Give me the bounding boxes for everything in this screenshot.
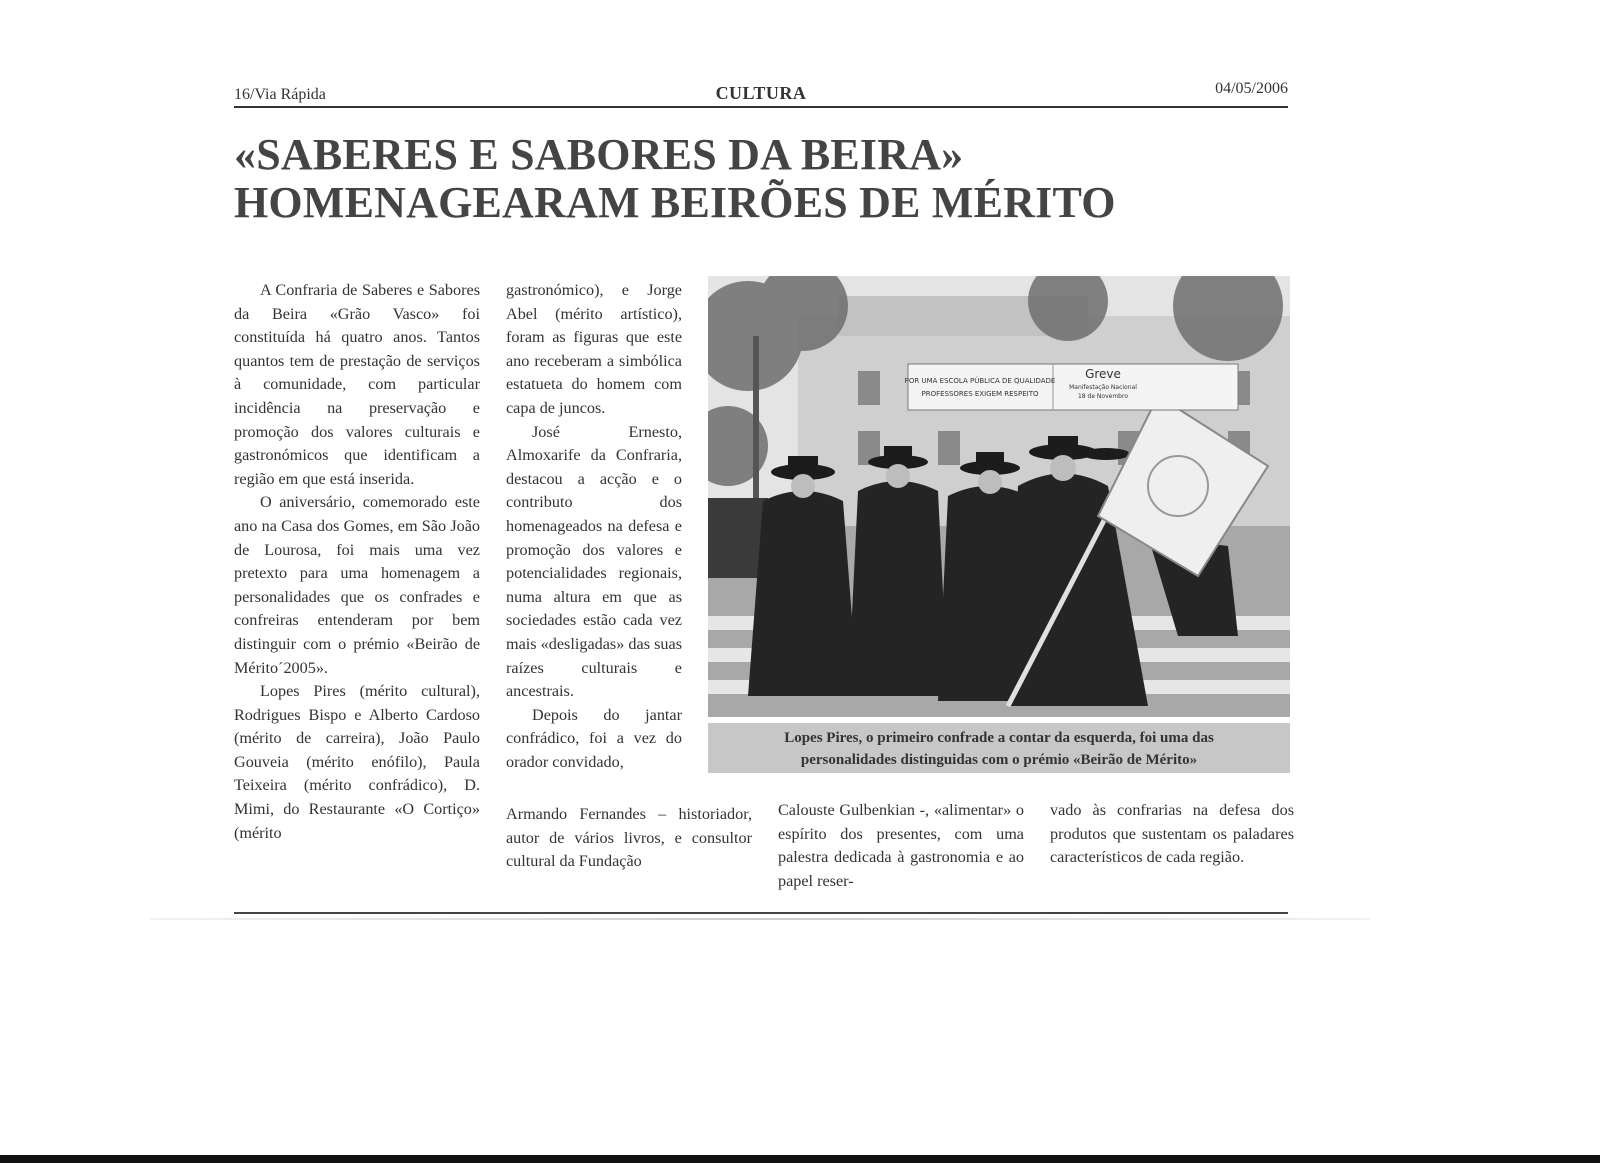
issue-date: 04/05/2006 [1215,80,1288,97]
photo-caption [708,723,1290,773]
article-column-1 [234,279,480,845]
article-column-3 [778,799,1024,893]
page-number-section: 16/Via Rápida [234,86,326,103]
caption-line-1: Lopes Pires, o primeiro confrade a contar da esquerda, foi uma das [784,730,1214,746]
banner-text-right-2: Manifestação Nacional [1069,384,1137,391]
paragraph: O aniversário, comemorado este ano na Casa dos Gomes, em São João de Lourosa, foi mais uma vez pretexto para uma homenagem a personalidades que os confrades e confreiras entenderam por bem distinguir com o prémio «Beirão de Mérito´2005». [234,493,480,677]
bottom-rule [234,912,1288,914]
paragraph: Depois do jantar confrádico, foi a vez do orador convidado, [506,705,682,771]
paragraph: vado às confrarias na defesa dos produtos que sustentam os paladares característicos de cada região. [1050,801,1294,867]
headline-line-1: «SABERES E SABORES DA BEIRA» [234,130,964,179]
article-photo [708,276,1290,717]
paragraph: Armando Fernandes – historiador, autor de vários livros, e consultor cultural da Fundação [506,805,752,871]
banner-text-right-3: 18 de Novembro [1077,393,1129,400]
banner-text-left-1: POR UMA ESCOLA PÚBLICA DE QUALIDADE [904,377,1056,385]
paragraph: Lopes Pires (mérito cultural), Rodrigues Bispo e Alberto Cardoso (mérito de carreira), João Paulo Gouveia (mérito enófilo), Paula Teixeira (mérito confrádico), D. Mimi, do Restaurante «O Cortiço» (mérito [234,682,480,842]
header-rule [234,106,1288,108]
article-column-2-continued [506,803,752,874]
caption-line-2: personalidades distinguidas com o prémio «Beirão de Mérito» [800,752,1198,768]
scan-bottom-border [0,1155,1600,1163]
section-name: CULTURA [715,83,807,103]
article-headline [234,131,1288,227]
paragraph: Calouste Gulbenkian -, «alimentar» o espírito dos presentes, com uma palestra dedicada à gastronomia e ao papel reser- [778,801,1024,890]
article-column-2 [506,279,682,774]
photo-illustration [708,276,1290,717]
page-header [234,78,1288,106]
paragraph: A Confraria de Saberes e Sabores da Beira «Grão Vasco» foi constituída há quatro anos. Tantos quantos tem de prestação de serviços à comunidade, com particular incidência na preservação e promoção dos valores culturais e gastronómicos que identificam a região em que está inserida. [234,281,480,488]
headline-line-2: HOMENAGEARAM BEIRÕES DE MÉRITO [234,178,1116,227]
paragraph: José Ernesto, Almoxarife da Confraria, destacou a acção e o contributo dos homenageados na defesa e promoção dos valores e potencialidades regionais, numa altura em que as sociedades estão cada vez mais «desligadas» das suas raízes culturais e ancestrais. [506,422,682,701]
scan-edge-shadow [150,918,1370,920]
banner-text-left-2: PROFESSORES EXIGEM RESPEITO [921,390,1039,398]
paragraph: gastronómico), e Jorge Abel (mérito artístico), foram as figuras que este ano receberam a simbólica estatueta do homem com capa de juncos. [506,281,682,417]
banner-text-right-1: Greve [1085,367,1121,381]
article-column-4 [1050,799,1294,870]
